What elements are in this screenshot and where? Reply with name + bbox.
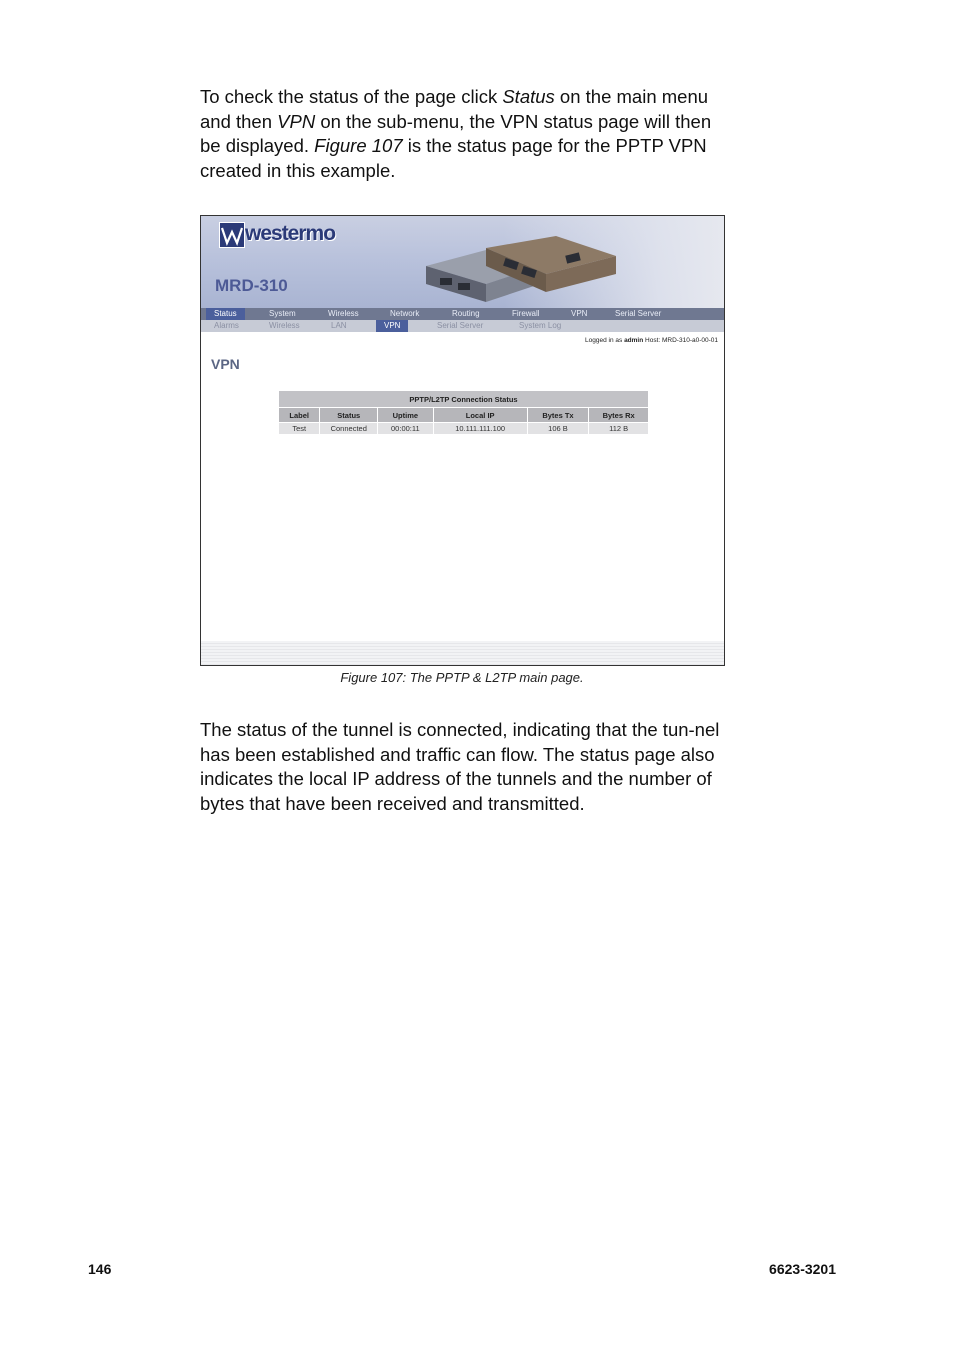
col-header-label: Label: [279, 408, 319, 422]
sub-menu-item-wireless[interactable]: Wireless: [269, 321, 300, 330]
cell-status: Connected: [320, 423, 377, 434]
intro-vpn-emphasis: VPN: [277, 110, 316, 132]
col-header-local-ip: Local IP: [434, 408, 527, 422]
cell-uptime: 00:00:11: [378, 423, 433, 434]
table-title: PPTP/L2TP Connection Status: [279, 391, 648, 407]
figure-caption: Figure 107: The PPTP & L2TP main page.: [340, 670, 584, 685]
header-banner: [201, 216, 724, 308]
login-info: [585, 337, 718, 344]
col-header-bytes-rx: Bytes Rx: [589, 408, 648, 422]
main-menu-item-system[interactable]: System: [269, 309, 296, 318]
cell-local-ip: 10.111.111.100: [434, 423, 527, 434]
sub-menu: [201, 320, 724, 332]
main-menu-item-network[interactable]: Network: [390, 309, 420, 318]
router-device-icon: [426, 236, 626, 308]
intro-status-emphasis: Status: [502, 86, 555, 107]
main-menu-item-firewall[interactable]: Firewall: [512, 309, 540, 318]
intro-paragraph: [200, 85, 730, 183]
main-menu-item-routing[interactable]: Routing: [452, 309, 480, 318]
main-menu-item-wireless[interactable]: Wireless: [328, 309, 359, 318]
logo-w-icon: [219, 222, 245, 248]
sub-menu-item-vpn[interactable]: VPN: [376, 320, 408, 332]
page-title: VPN: [211, 356, 240, 372]
cell-label: Test: [279, 423, 319, 434]
col-header-uptime: Uptime: [378, 408, 433, 422]
cell-bytes-tx: 106 B: [528, 423, 589, 434]
outro-paragraph: The status of the tunnel is connected, indicating that the tun-nel has been established and traffic can flow. The status page also indicates the local IP address of the tunnels and the number of bytes that have been received and transmitted.: [200, 719, 720, 814]
page-number: 146: [88, 1261, 112, 1277]
main-menu-item-vpn[interactable]: VPN: [571, 309, 588, 318]
login-prefix: Logged in as: [585, 337, 625, 344]
intro-text-3: on the sub-menu, the VPN status page will then be displayed.: [200, 110, 712, 156]
login-user: admin: [624, 337, 644, 344]
main-menu: [201, 308, 724, 320]
product-name: MRD-310: [215, 276, 288, 295]
document-number: 6623-3201: [769, 1261, 836, 1277]
col-header-status: Status: [320, 408, 377, 422]
intro-text-1: To check the status of the page click: [200, 86, 503, 107]
intro-figure-emphasis: Figure 107: [314, 135, 403, 156]
col-header-bytes-tx: Bytes Tx: [528, 408, 589, 422]
main-menu-item-serial-server[interactable]: Serial Server: [615, 309, 662, 318]
connection-status-table: [278, 390, 649, 435]
westermo-logo: [215, 220, 336, 248]
sub-menu-item-lan[interactable]: LAN: [331, 321, 347, 330]
intro-text-4: is the status page for the PPTP VPN created in this example.: [200, 135, 707, 181]
sub-menu-item-alarms[interactable]: Alarms: [214, 321, 239, 330]
sub-menu-item-serial-server[interactable]: Serial Server: [437, 321, 484, 330]
main-menu-item-status[interactable]: Status: [206, 308, 245, 320]
cell-bytes-rx: 112 B: [589, 423, 648, 434]
vpn-status-screenshot: [200, 215, 725, 666]
intro-text-2: on the main menu and then: [200, 86, 709, 132]
page-footer-stripes: [201, 641, 724, 665]
table-row: [279, 423, 648, 434]
login-host: Host: MRD-310-a0-00-01: [643, 337, 718, 344]
logo-text: westermo: [245, 222, 336, 245]
sub-menu-item-system-log[interactable]: System Log: [519, 321, 562, 330]
